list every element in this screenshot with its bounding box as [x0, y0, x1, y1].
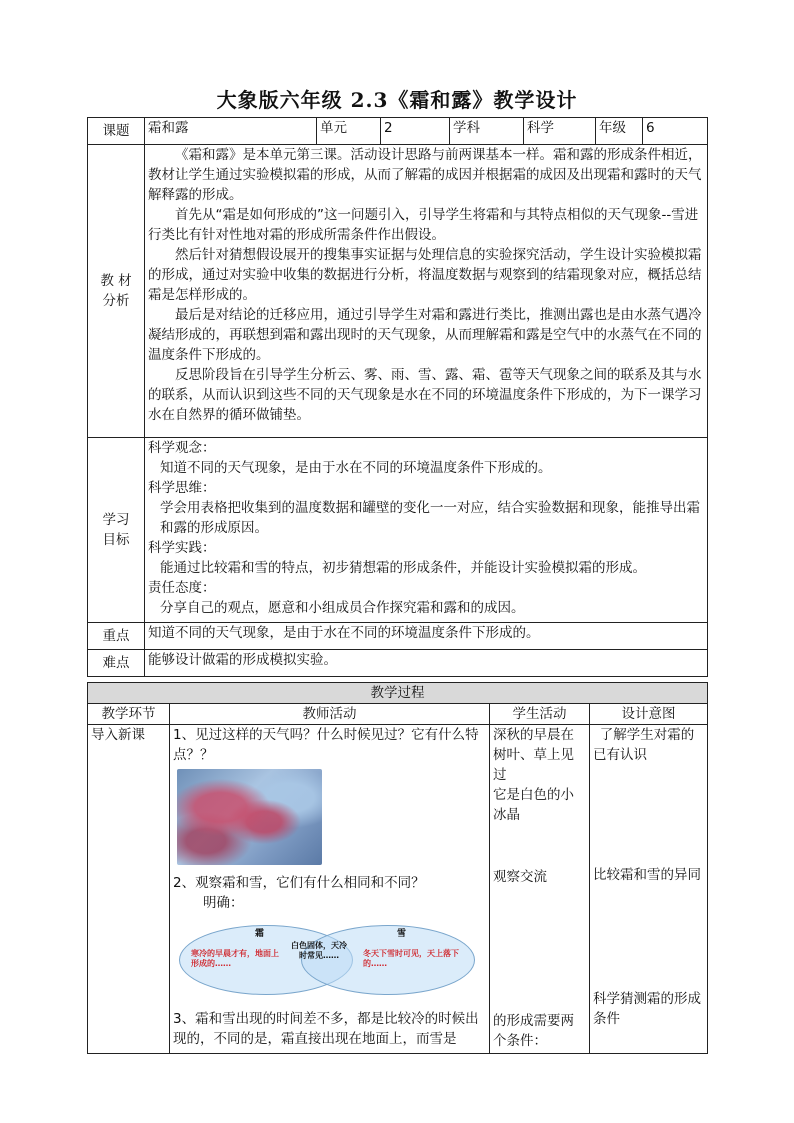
- intent-1: 了解学生对霜的已有认识: [593, 727, 695, 763]
- subject-value: 科学: [524, 118, 596, 145]
- goal-body: 能通过比较霜和雪的特点，初步猜想霜的形成条件，并能设计实验模拟霜的形成。: [160, 560, 646, 576]
- venn-common-text: 白色固体，天冷时常见……: [291, 941, 347, 960]
- analysis-paragraph: 《霜和露》是本单元第三课。活动设计思路与前两课基本一样。霜和露的形成条件相近，教材让学生通过实验模拟霜的形成，从而了解霜的成因并根据霜的成因及出现霜和露时的天气解释露的形成。: [148, 147, 702, 203]
- subject-label: 学科: [450, 118, 524, 145]
- venn-frost-title: 霜: [255, 929, 265, 939]
- intent-2: 比较霜和雪的异同: [593, 867, 701, 883]
- design-intent-cell: [590, 725, 708, 1054]
- frost-snow-venn-diagram: [177, 919, 477, 999]
- key-point-row: [88, 623, 708, 650]
- process-header-row: [88, 704, 708, 725]
- process-row: [88, 725, 708, 1054]
- difficulty-text: 能够设计做霜的形成模拟实验。: [145, 650, 708, 677]
- teacher-question-2: 2、观察霜和雪，它们有什么相同和不同？: [173, 875, 425, 891]
- topic-value: 霜和露: [145, 118, 317, 145]
- grade-label: 年级: [596, 118, 643, 145]
- info-row: [88, 118, 708, 145]
- header-teacher: 教师活动: [170, 704, 490, 725]
- page-title: 大象版六年级 2.3《霜和露》教学设计: [216, 88, 578, 112]
- student-answer-2: 观察交流: [493, 869, 547, 885]
- student-activity-cell: [490, 725, 590, 1054]
- analysis-paragraph: 然后针对猜想假设展开的搜集事实证据与处理信息的实验探究活动，学生设计实验模拟霜的形成，通过对实验中收集的数据进行分析，将温度数据与观察到的结霜现象对应，概括总结霜是怎样形成的。: [148, 247, 702, 303]
- goal-body: 知道不同的天气现象，是由于水在不同的环境温度条件下形成的。: [160, 460, 552, 476]
- goal-body: 分享自己的观点，愿意和小组成员合作探究霜和露和的成因。: [160, 600, 525, 616]
- goal-body: 学会用表格把收集到的温度数据和罐壁的变化一一对应，结合实验数据和现象，能推导出霜和露的形成原因。: [160, 500, 700, 536]
- goal-heading: 科学观念：: [148, 440, 216, 456]
- unit-value: 2: [381, 118, 450, 145]
- unit-label: 单元: [317, 118, 381, 145]
- venn-frost-text: 寒冷的早晨才有，地面上形成的……: [191, 949, 279, 968]
- teacher-activity-cell: [170, 725, 490, 1054]
- teacher-question-1: 1、见过这样的天气吗？什么时候见过？它有什么特点？？: [173, 727, 479, 763]
- grade-value: 6: [643, 118, 708, 145]
- header-stage: 教学环节: [88, 704, 170, 725]
- stage-cell: 导入新课: [88, 725, 170, 1054]
- goal-heading: 科学实践：: [148, 540, 216, 556]
- process-band-label: 教学过程: [88, 683, 708, 704]
- venn-snow-text: 冬天下雪时可见，天上落下的……: [363, 949, 459, 968]
- topic-label: 课题: [88, 118, 145, 145]
- student-answer-1: 深秋的早晨在树叶、草上见过: [493, 727, 574, 783]
- teaching-process-table: [87, 682, 708, 1054]
- key-point-text: 知道不同的天气现象，是由于水在不同的环境温度条件下形成的。: [145, 623, 708, 650]
- analysis-paragraph: 首先从“霜是如何形成的”这一问题引入，引导学生将霜和与其特点相似的天气现象--雪进行类比有针对性地对霜的形成所需条件作出假设。: [148, 207, 699, 243]
- difficulty-label: 难点: [88, 650, 145, 677]
- analysis-content: [145, 145, 708, 438]
- analysis-paragraph: 最后是对结论的迁移应用，通过引导学生对霜和露进行类比，推测出露也是由水蒸气遇冷凝结形成的，再联想到霜和露出现时的天气现象，从而理解霜和露是空气中的水蒸气在不同的温度条件下形成的。: [148, 307, 702, 363]
- header-student: 学生活动: [490, 704, 590, 725]
- goal-heading: 责任态度：: [148, 580, 216, 596]
- student-answer-3: 的形成需要两个条件：: [493, 1013, 574, 1049]
- header-intent: 设计意图: [590, 704, 708, 725]
- frost-leaves-photo: [177, 769, 322, 865]
- teacher-note: 明确：: [203, 895, 244, 911]
- analysis-paragraph: 反思阶段旨在引导学生分析云、雾、雨、雪、露、霜、雹等天气现象之间的联系及其与水的联系，从而认识到这些不同的天气现象是水在不同的环境温度条件下形成的，为下一课学习水在自然界的循环做铺垫。: [148, 367, 702, 423]
- key-point-label: 重点: [88, 623, 145, 650]
- student-answer-1b: 它是白色的小冰晶: [493, 787, 574, 823]
- difficulty-row: [88, 650, 708, 677]
- lesson-info-table: [87, 117, 708, 677]
- goal-heading: 科学思维：: [148, 480, 216, 496]
- analysis-row: [88, 145, 708, 438]
- venn-snow-title: 雪: [397, 929, 407, 939]
- goals-content: [145, 438, 708, 623]
- teacher-question-3: 3、霜和雪出现的时间差不多，都是比较冷的时候出现的，不同的是，霜直接出现在地面上，而雪是: [173, 1011, 479, 1047]
- process-band: [88, 683, 708, 704]
- goals-label: 学习目标: [88, 438, 145, 623]
- analysis-label: 教 材分析: [88, 145, 145, 438]
- goals-row: [88, 438, 708, 623]
- intent-3: 科学猜测霜的形成条件: [593, 991, 701, 1027]
